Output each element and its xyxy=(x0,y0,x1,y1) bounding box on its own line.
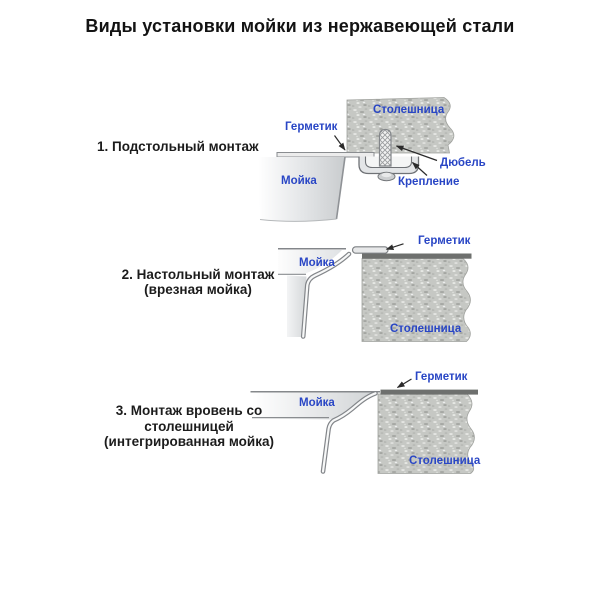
diagram3-heading-line2: столешницей xyxy=(144,418,234,434)
diagram1-heading: 1. Подстольный монтаж xyxy=(97,139,259,154)
diagram3-heading xyxy=(83,403,295,450)
diagram2-countertop-label: Столешница xyxy=(390,323,462,335)
diagram1-sink-label: Мойка xyxy=(281,175,317,187)
sealant-arrow xyxy=(335,136,346,151)
diagram1-dowel-label: Дюбель xyxy=(440,157,486,169)
diagram3-sealant-label: Герметик xyxy=(415,371,468,383)
sealant-strip xyxy=(381,390,479,395)
diagram1-sealant-label: Герметик xyxy=(285,121,338,133)
diagram2-sealant-label: Герметик xyxy=(418,235,471,247)
dowel-shape xyxy=(380,130,392,167)
sink-lip-shape xyxy=(353,247,389,253)
diagram3-sink-label: Мойка xyxy=(299,397,335,409)
diagram3-countertop-label: Столешница xyxy=(409,455,481,467)
diagram2-heading-line2: (врезная мойка) xyxy=(144,281,252,297)
diagram1-art xyxy=(258,98,454,222)
diagram2-sink-label: Мойка xyxy=(299,257,335,269)
sealant-arrow xyxy=(387,244,404,250)
diagram3-heading-line3: (интегрированная мойка) xyxy=(104,434,274,450)
diagram2-heading xyxy=(98,268,298,298)
diagram2-heading-line1: 2. Настольный монтаж xyxy=(121,267,275,282)
diagram3-heading-line1: 3. Монтаж вровень со xyxy=(115,403,263,418)
page-title: Виды установки мойки из нержавеющей стали xyxy=(85,16,515,36)
diagram1-fastener-label: Крепление xyxy=(398,176,460,188)
sealant-strip xyxy=(362,254,472,259)
sink-shape xyxy=(258,157,345,221)
sink-rim-shape xyxy=(277,153,374,158)
screw-highlight xyxy=(382,173,392,177)
diagram1-countertop-label: Столешница xyxy=(373,104,445,116)
sealant-arrow xyxy=(398,379,412,388)
